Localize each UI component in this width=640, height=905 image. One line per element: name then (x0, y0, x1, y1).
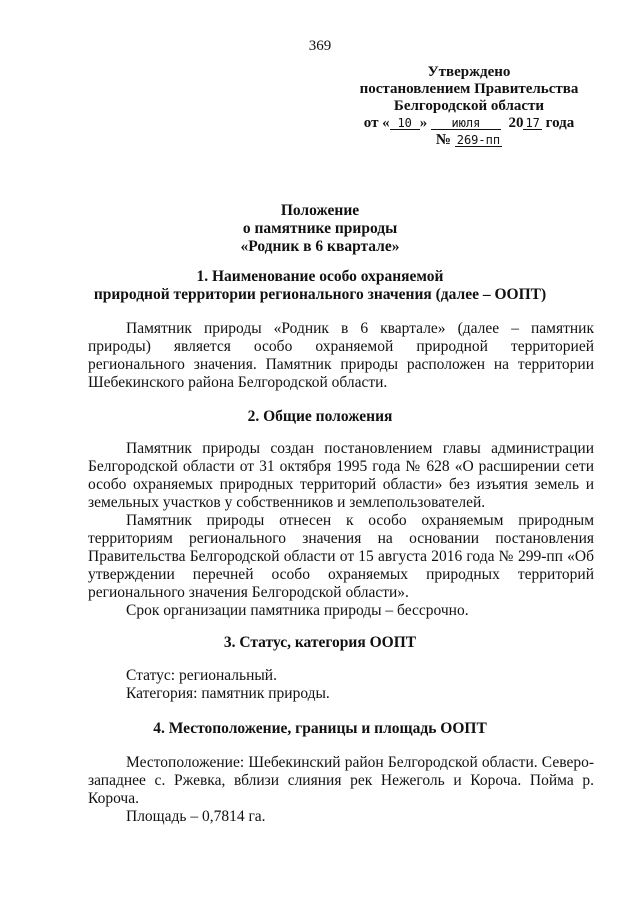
section-3-heading-line-1: 3. Статус, категория ООПТ (223, 634, 417, 651)
approval-date (330, 115, 608, 132)
approval-line-1: Утверждено (427, 64, 511, 80)
section-1-heading (0, 268, 640, 304)
section-4-heading-line-1: 4. Местоположение, границы и площадь ООПТ (153, 720, 487, 737)
decree-number: 269-пп (456, 133, 501, 147)
paragraph: Категория: памятник природы. (126, 685, 330, 702)
number-sign: № (435, 132, 451, 148)
section-3-body (88, 667, 594, 703)
section-4-body (88, 754, 594, 826)
title-line-3: «Родник в 6 квартале» (240, 238, 400, 255)
date-mid: » (419, 115, 428, 131)
section-1-heading-line-1: 1. Наименование особо охраняемой (196, 268, 444, 285)
date-year-prefix: 20 (508, 115, 524, 131)
paragraph: Местоположение: Шебекинский район Белгородской области. Северо-западнее с. Ржевка, вблизи слияния рек Нежеголь и Короча. Пойма р. Короча. (88, 754, 594, 807)
section-3-heading (0, 634, 640, 652)
paragraph: Памятник природы отнесен к особо охраняемым природным территориям регионального значения на основании постановления Правительства Белгородской области от 15 августа 2016 года № 299-пп «Об утверждении перечней особо охраняемых природных территорий регионального значения Белгородской области». (88, 512, 594, 601)
date-year-word: года (545, 115, 575, 131)
date-day: 10 (390, 117, 420, 130)
title-line-2: о памятнике природы (242, 220, 398, 237)
approval-line-3: Белгородской области (393, 98, 545, 114)
section-2-heading-line-1: 2. Общие положения (247, 408, 393, 425)
paragraph: Площадь – 0,7814 га. (126, 808, 266, 825)
section-1-heading-line-2: природной территории регионального значения (далее – ООПТ) (93, 286, 547, 303)
date-prefix: от « (363, 115, 390, 131)
date-month: июля (431, 117, 501, 130)
paragraph: Статус: региональный. (126, 667, 277, 684)
document-title (0, 202, 640, 256)
section-2-heading (0, 408, 640, 426)
paragraph: Памятник природы создан постановлением главы администрации Белгородской области от 31 октября 1995 года № 628 «О расширении сети особо охраняемых природных территорий области» без изъятия земель и земельных участков у собственников и землепользователей. (88, 440, 594, 511)
title-line-1: Положение (280, 202, 360, 219)
section-1-body (88, 320, 594, 392)
section-2-body (88, 440, 594, 620)
paragraph: Памятник природы «Родник в 6 квартале» (далее – памятник природы) является особо охраняемой природной территорией регионального значения. Памятник природы расположен на территории Шебекинского района Белгородской области. (88, 320, 594, 391)
approval-number (330, 132, 608, 149)
date-year-suffix: 17 (525, 116, 540, 130)
page-number: 369 (308, 38, 332, 54)
approval-stamp (330, 64, 608, 149)
approval-line-2: постановлением Правительства (359, 81, 579, 97)
paragraph: Срок организации памятника природы – бессрочно. (126, 602, 469, 619)
section-4-heading (0, 720, 640, 738)
